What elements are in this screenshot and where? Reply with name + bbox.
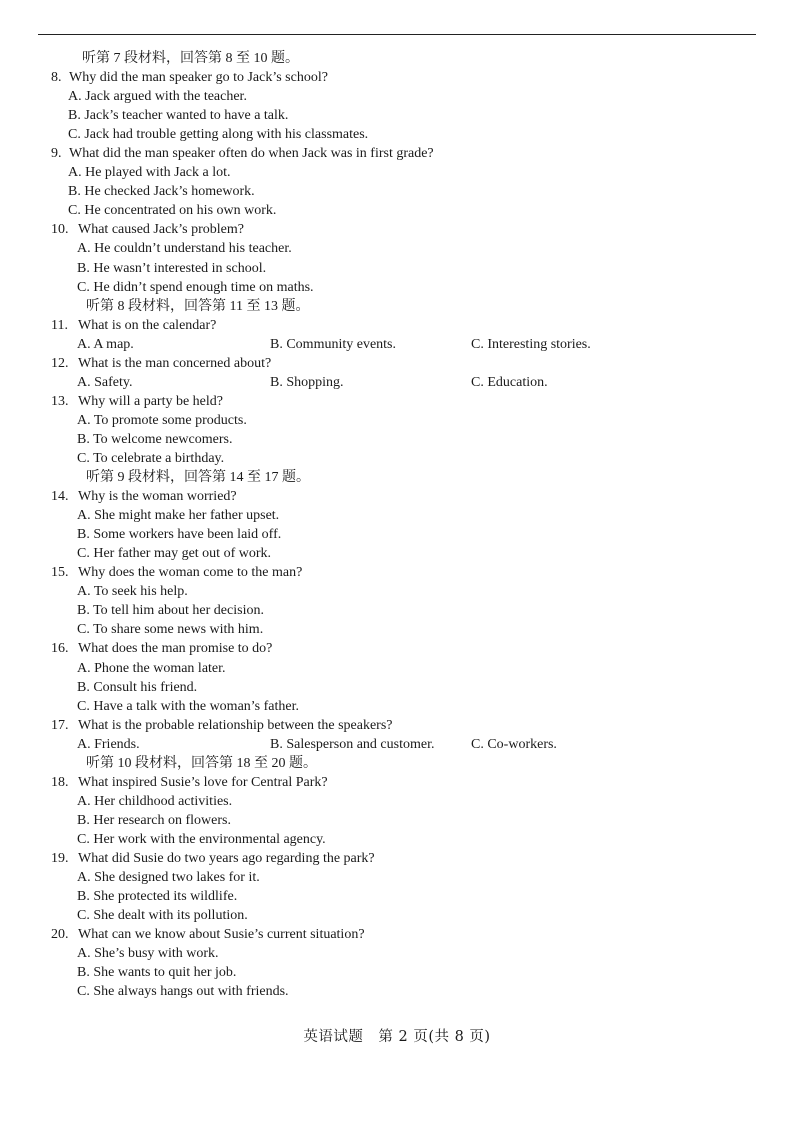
option-9a: A. He played with Jack a lot. <box>68 165 231 181</box>
question-number: 16. <box>51 641 69 657</box>
question-18 <box>0 773 794 792</box>
question-9 <box>0 144 794 163</box>
option-12c: C. Education. <box>471 374 548 390</box>
option-10b: B. He wasn’t interested in school. <box>77 260 267 276</box>
option-11c: C. Interesting stories. <box>471 336 591 352</box>
option-17a: A. Friends. <box>77 736 140 752</box>
question-16 <box>0 639 794 658</box>
option-8a: A. Jack argued with the teacher. <box>68 89 247 105</box>
option-9b: B. He checked Jack’s homework. <box>68 184 255 200</box>
option-18c: C. Her work with the environmental agency. <box>77 831 326 847</box>
question-text: Why is the woman worried? <box>78 489 237 505</box>
option-20c: C. She always hangs out with friends. <box>77 984 289 1000</box>
question-text: Why will a party be held? <box>78 393 224 409</box>
question-number: 20. <box>51 927 69 943</box>
option-8c: C. Jack had trouble getting along with his classmates. <box>68 127 369 143</box>
options-17 <box>0 735 794 754</box>
question-10 <box>0 220 794 239</box>
option-10c: C. He didn’t spend enough time on maths. <box>77 279 314 295</box>
question-text: What caused Jack’s problem? <box>78 222 244 238</box>
question-number: 15. <box>51 565 69 581</box>
question-text: What is the man concerned about? <box>78 355 272 371</box>
section-heading-7: 听第 7 段材料，回答第 8 至 10 题。 <box>82 51 299 66</box>
question-number: 9. <box>51 146 62 162</box>
option-12a: A. Safety. <box>77 374 133 390</box>
option-13b: B. To welcome newcomers. <box>77 431 233 447</box>
option-8b: B. Jack’s teacher wanted to have a talk. <box>68 108 289 124</box>
option-10a: A. He couldn’t understand his teacher. <box>77 241 292 257</box>
question-number: 13. <box>51 393 69 409</box>
section-heading-8: 听第 8 段材料，回答第 11 至 13 题。 <box>86 298 310 314</box>
question-13 <box>0 392 794 411</box>
option-18a: A. Her childhood activities. <box>77 793 233 809</box>
option-19b: B. She protected its wildlife. <box>77 889 238 905</box>
question-text: Why does the woman come to the man? <box>78 565 303 581</box>
question-text: What did the man speaker often do when Jack was in first grade? <box>69 146 434 162</box>
option-19a: A. She designed two lakes for it. <box>77 870 260 886</box>
option-20b: B. She wants to quit her job. <box>77 965 237 981</box>
question-text: What does the man promise to do? <box>78 641 273 657</box>
question-text: What inspired Susie’s love for Central Park? <box>78 774 328 790</box>
option-17b: B. Salesperson and customer. <box>270 736 435 752</box>
question-number: 19. <box>51 850 69 866</box>
question-15 <box>0 563 794 582</box>
page-footer: 英语试题 第 2 页(共 8 页) <box>303 1029 491 1045</box>
question-14 <box>0 487 794 506</box>
options-12 <box>0 373 794 392</box>
option-16b: B. Consult his friend. <box>77 679 198 695</box>
option-14c: C. Her father may get out of work. <box>77 546 271 562</box>
question-11 <box>0 316 794 335</box>
option-11b: B. Community events. <box>270 336 396 352</box>
option-13a: A. To promote some products. <box>77 412 247 428</box>
question-12 <box>0 354 794 373</box>
question-number: 11. <box>51 317 68 333</box>
question-text: What is the probable relationship between the speakers? <box>78 717 393 733</box>
option-19c: C. She dealt with its pollution. <box>77 908 248 924</box>
question-number: 8. <box>51 70 62 86</box>
exam-content <box>0 49 794 1001</box>
option-12b: B. Shopping. <box>270 374 344 390</box>
option-17c: C. Co-workers. <box>471 736 557 752</box>
option-9c: C. He concentrated on his own work. <box>68 203 277 219</box>
option-16c: C. Have a talk with the woman’s father. <box>77 698 299 714</box>
question-text: Why did the man speaker go to Jack’s school? <box>69 70 328 86</box>
option-16a: A. Phone the woman later. <box>77 660 226 676</box>
option-20a: A. She’s busy with work. <box>77 946 219 962</box>
option-18b: B. Her research on flowers. <box>77 812 231 828</box>
question-20 <box>0 925 794 944</box>
option-15c: C. To share some news with him. <box>77 622 264 638</box>
question-8 <box>0 68 794 87</box>
question-text: What can we know about Susie’s current situation? <box>78 927 365 943</box>
section-heading-9: 听第 9 段材料，回答第 14 至 17 题。 <box>86 470 310 486</box>
question-number: 17. <box>51 717 69 733</box>
option-15a: A. To seek his help. <box>77 584 188 600</box>
question-number: 12. <box>51 355 69 371</box>
option-14b: B. Some workers have been laid off. <box>77 527 282 543</box>
option-14a: A. She might make her father upset. <box>77 508 280 524</box>
option-15b: B. To tell him about her decision. <box>77 603 264 619</box>
question-number: 14. <box>51 489 69 505</box>
question-text: What did Susie do two years ago regarding the park? <box>78 850 375 866</box>
options-11 <box>0 335 794 354</box>
question-text: What is on the calendar? <box>78 317 217 333</box>
question-number: 10. <box>51 222 69 238</box>
question-19 <box>0 849 794 868</box>
question-number: 18. <box>51 774 69 790</box>
header-rule <box>38 34 756 35</box>
question-17 <box>0 716 794 735</box>
option-11a: A. A map. <box>77 336 134 352</box>
option-13c: C. To celebrate a birthday. <box>77 450 225 466</box>
section-heading-10: 听第 10 段材料，回答第 18 至 20 题。 <box>86 755 317 771</box>
